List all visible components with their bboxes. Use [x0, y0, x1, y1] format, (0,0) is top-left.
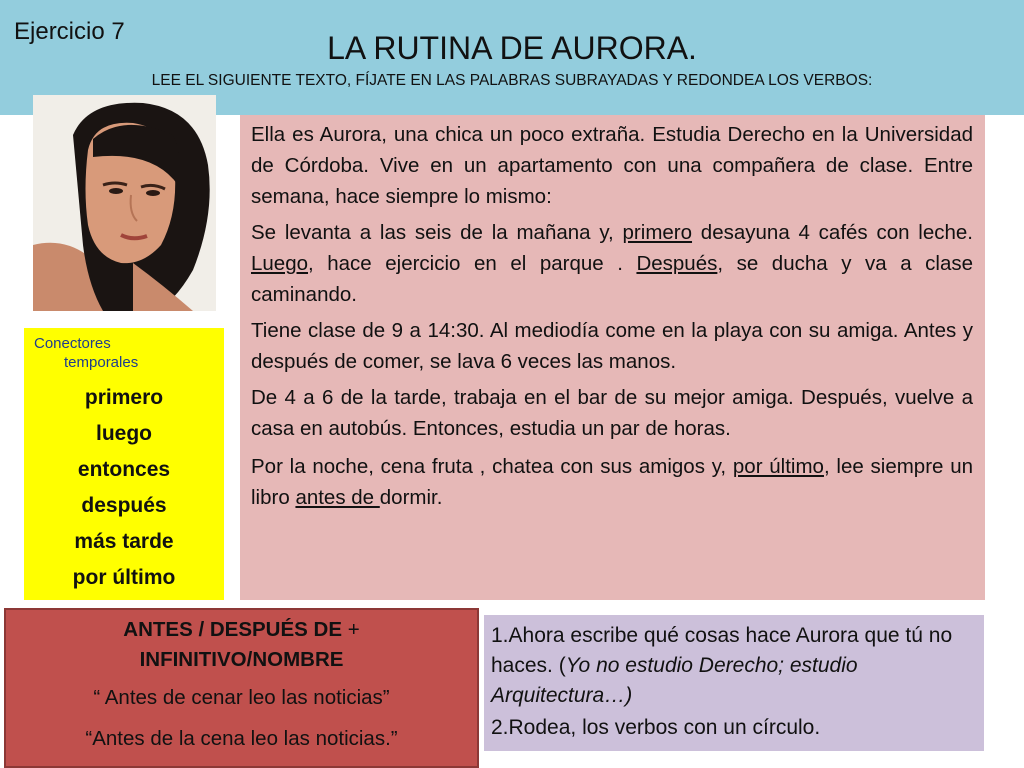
paragraph-5: [251, 451, 973, 513]
connector-item: entonces: [77, 458, 171, 481]
connector-item: luego: [96, 422, 152, 445]
connectors-title: [34, 334, 138, 372]
exercise-label: Ejercicio 7: [14, 18, 125, 45]
reading-text-box: [240, 115, 985, 600]
connectors-list: [24, 384, 224, 600]
task-1: [491, 621, 971, 711]
task-1-example: Yo no estudio Derecho; estudio Arquitectura…): [491, 654, 858, 707]
connectors-box: [24, 328, 224, 600]
p5-text-b: , lee siempre un libro: [251, 455, 973, 509]
underlined-primero: primero: [622, 221, 693, 244]
connector-item: primero: [84, 386, 164, 409]
p2-text-a: Se levanta a las seis de la mañana y,: [251, 221, 623, 244]
p2-text-c: , hace ejercicio en el parque .: [308, 252, 637, 275]
p5-text-c: dormir.: [379, 486, 443, 509]
underlined-antes-de: antes de: [295, 486, 380, 509]
connector-item: más tarde: [74, 530, 174, 553]
rule-example-2: “Antes de la cena leo las noticias.”: [85, 727, 398, 750]
rule-heading-plus: +: [342, 618, 360, 641]
underlined-despues: Después: [636, 252, 718, 275]
task-2: 2.Rodea, los verbos con un círculo.: [491, 716, 821, 739]
grammar-rule-box: [4, 608, 479, 768]
rule-heading-bold: ANTES / DESPUÉS DE: [123, 618, 343, 641]
underlined-luego: Luego: [251, 252, 309, 275]
connectors-title-line2: temporales: [64, 354, 139, 371]
paragraph-2: [251, 217, 973, 310]
tasks-box: [484, 615, 984, 751]
connector-item: después: [81, 494, 167, 517]
p5-text-a: Por la noche, cena fruta , chatea con sus amigos y,: [251, 455, 733, 478]
instructions: LEE EL SIGUIENTE TEXTO, FÍJATE EN LAS PALABRAS SUBRAYADAS Y REDONDEA LOS VERBOS:: [151, 72, 873, 89]
p2-text-b: desayuna 4 cafés con leche.: [692, 221, 973, 244]
paragraph-1: Ella es Aurora, una chica un poco extraña. Estudia Derecho en la Universidad de Córdoba. Vive en un apartamento con una compañera de clase. Entre semana, hace siempre lo mismo:: [251, 123, 973, 208]
rule-heading-line2-text: INFINITIVO/NOMBRE: [139, 648, 344, 671]
paragraph-4: De 4 a 6 de la tarde, trabaja en el bar de su mejor amiga. Después, vuelve a casa en autobús. Entonces, estudia un par de horas.: [251, 386, 973, 440]
underlined-por-ultimo: por último: [732, 455, 824, 478]
connectors-title-line1: Conectores: [34, 335, 111, 352]
page-title: LA RUTINA DE AURORA.: [327, 30, 697, 66]
rule-heading-line2: [6, 648, 477, 672]
rule-example-1: “ Antes de cenar leo las noticias”: [93, 686, 390, 709]
connector-item: por último: [72, 566, 176, 589]
task-1-text: 1.Ahora escribe qué cosas hace Aurora que tú no haces. (: [491, 624, 953, 677]
aurora-photo: [33, 95, 216, 311]
portrait-image: [33, 95, 216, 311]
p2-text-d: , se ducha y va a clase caminando.: [251, 252, 973, 306]
paragraph-3: Tiene clase de 9 a 14:30. Al mediodía come en la playa con su amiga. Antes y después de comer, se lava 6 veces las manos.: [251, 319, 973, 373]
rule-heading: [6, 618, 477, 642]
